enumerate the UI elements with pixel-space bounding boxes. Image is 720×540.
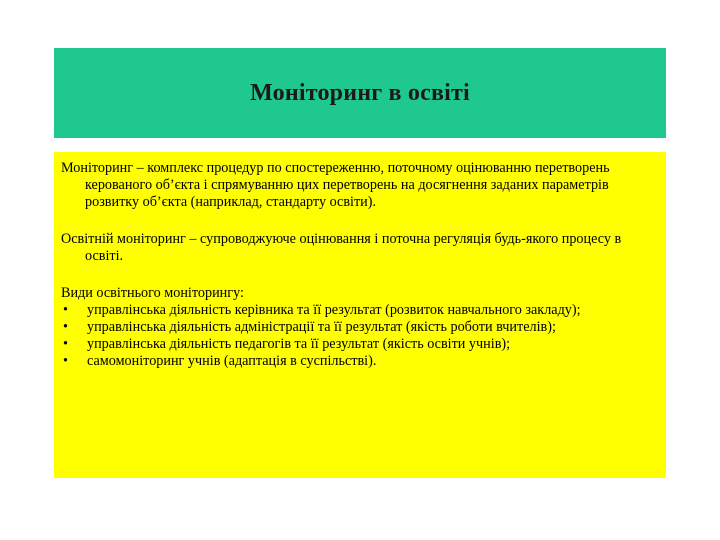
bullet-icon: • xyxy=(63,353,68,369)
list-item xyxy=(61,302,656,319)
bullet-icon: • xyxy=(63,336,68,352)
bullet-icon: • xyxy=(63,302,68,318)
title-banner xyxy=(54,48,666,138)
slide-title: Моніторинг в освіті xyxy=(250,79,470,106)
definition-educational-monitoring: Освітній моніторинг – супроводжуюче оцінювання і поточна регуляція будь-якого процесу в освіті. xyxy=(61,231,622,264)
list-item xyxy=(61,319,656,336)
types-heading: Види освітнього моніторингу: xyxy=(61,285,244,301)
types-list xyxy=(61,302,656,370)
bullet-icon: • xyxy=(63,319,68,335)
list-item xyxy=(61,336,656,353)
content-panel xyxy=(54,152,666,478)
list-item-text: управлінська діяльність керівника та її результат (розвиток навчального закладу); xyxy=(87,302,581,318)
list-item-text: управлінська діяльність педагогів та її результат (якість освіти учнів); xyxy=(87,336,511,352)
list-item-text: управлінська діяльність адміністрації та її результат (якість роботи вчителів); xyxy=(87,319,556,335)
list-item xyxy=(61,353,656,370)
definition-monitoring: Моніторинг – комплекс процедур по спостереженню, поточному оцінюванню перетворень керованого об’єкта і спрямуванню цих перетворень на досягнення заданих параметрів розвитку об’єкта (наприклад, стандарту освіти). xyxy=(61,160,610,210)
list-item-text: самомоніторинг учнів (адаптація в суспільстві). xyxy=(87,353,377,369)
